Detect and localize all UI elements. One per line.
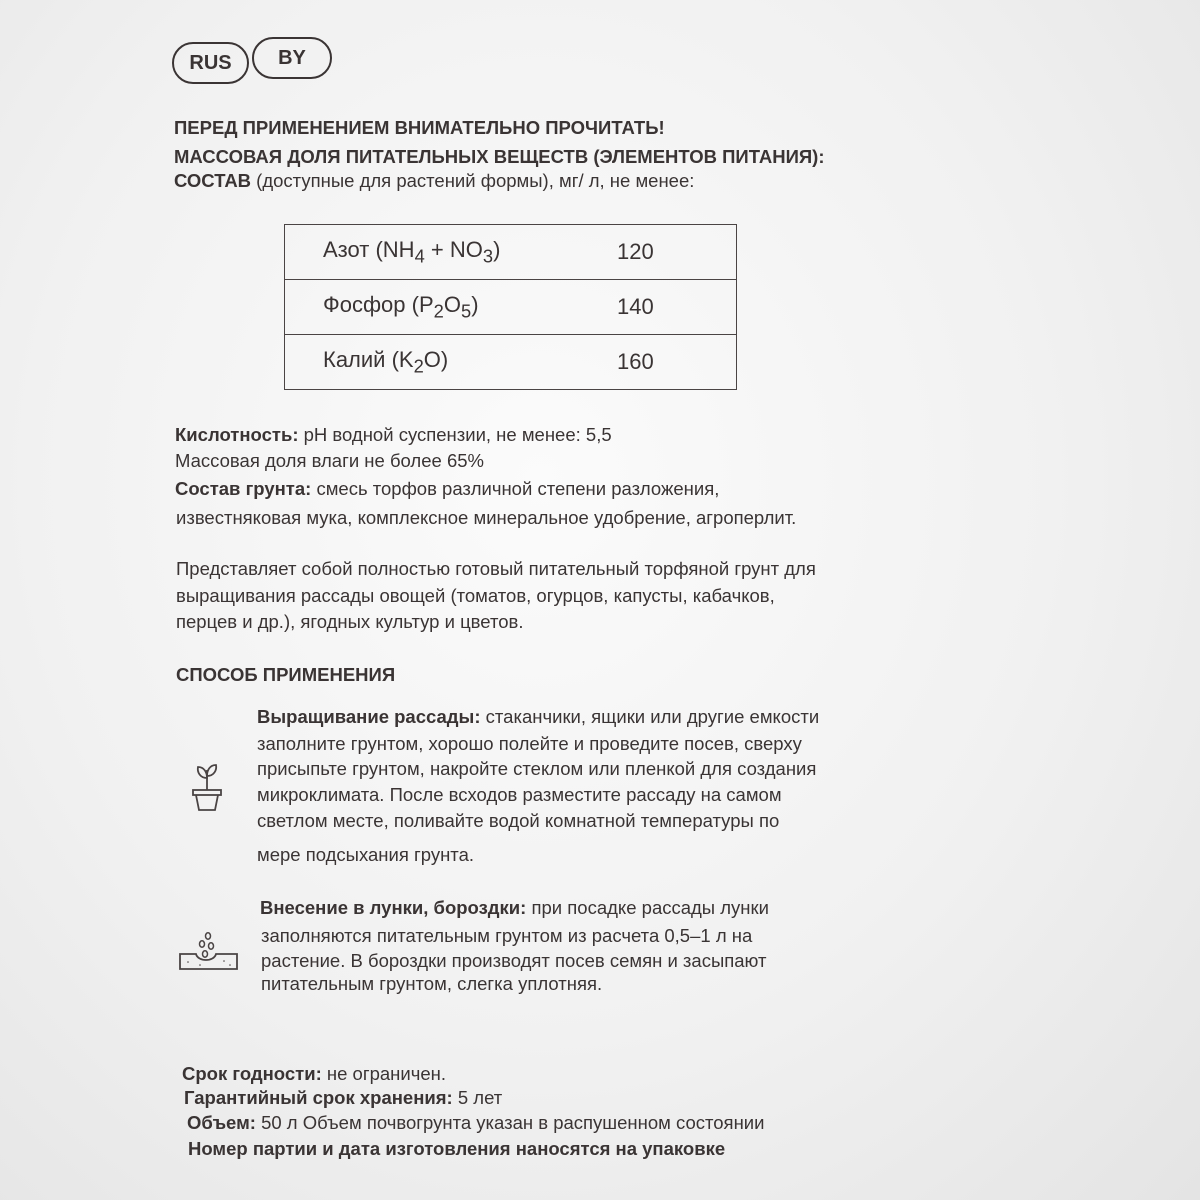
soil-composition-line xyxy=(175,476,719,502)
composition-note: (доступные для растений формы), мг/ л, не менее: xyxy=(251,170,695,191)
description-line: выращивания рассады овощей (томатов, огурцов, капусты, кабачков, xyxy=(176,585,775,606)
badge-rus-label: RUS xyxy=(189,51,232,74)
holes-line: растение. В бороздки производят посев семян и засыпают xyxy=(261,950,767,971)
table-row xyxy=(285,280,737,335)
nutrient-name: Фосфор $(P_2O_5)$ xyxy=(285,280,618,335)
moisture-line: Массовая доля влаги не более 65% xyxy=(175,450,484,471)
soil-composition-line-2: известняковая мука, комплексное минеральное удобрение, агроперлит. xyxy=(176,507,797,528)
seedlings-label: Выращивание рассады: xyxy=(257,706,481,727)
nutrient-table xyxy=(284,224,737,390)
holes-line: заполняются питательным грунтом из расчета 0,5–1 л на xyxy=(261,925,753,946)
badge-rus xyxy=(172,42,249,84)
seedlings-line: присыпьте грунтом, накройте стеклом или пленкой для создания xyxy=(257,758,817,779)
description-line: перцев и др.), ягодных культур и цветов. xyxy=(176,611,524,632)
shelf-life-label: Срок годности: xyxy=(182,1063,322,1084)
nutrient-value: 160 xyxy=(617,349,654,374)
seedlings-line: микроклимата. После всходов разместите рассаду на самом xyxy=(257,784,782,805)
soil-seeds-icon xyxy=(178,930,240,974)
shelf-life-line xyxy=(182,1061,446,1087)
holes-line: Внесение в лунки, бороздки: при посадке рассады лунки xyxy=(260,897,769,918)
batch-line: Номер партии и дата изготовления наносятся на упаковке xyxy=(188,1138,726,1159)
volume-label: Объем: xyxy=(187,1112,256,1133)
seedlings-line: светлом месте, поливайте водой комнатной температуры по xyxy=(257,810,780,831)
storage-value: 5 лет xyxy=(452,1087,503,1108)
soil-label: Состав грунта: xyxy=(175,478,312,499)
volume-value: 50 л Объем почвогрунта указан в распушенном состоянии xyxy=(255,1112,765,1133)
plant-pot-icon xyxy=(188,760,226,814)
badge-by xyxy=(252,37,332,79)
table-row xyxy=(285,335,737,390)
warning-heading: ПЕРЕД ПРИМЕНЕНИЕМ ВНИМАТЕЛЬНО ПРОЧИТАТЬ! xyxy=(174,117,665,138)
soil-value: смесь торфов различной степени разложения, xyxy=(311,478,720,499)
volume-line xyxy=(187,1110,764,1136)
composition-label: СОСТАВ xyxy=(174,170,252,191)
description-line: Представляет собой полностью готовый питательный торфяной грунт для xyxy=(176,558,816,579)
acidity-line xyxy=(175,422,612,448)
usage-heading: СПОСОБ ПРИМЕНЕНИЯ xyxy=(176,664,396,685)
shelf-life-value: не ограничен. xyxy=(321,1063,446,1084)
acidity-value: pH водной суспензии, не менее: 5,5 xyxy=(298,424,612,445)
seedlings-line: Выращивание рассады: стаканчики, ящики или другие емкости xyxy=(257,706,820,727)
seedlings-line: заполните грунтом, хорошо полейте и проведите посев, сверху xyxy=(257,733,802,754)
table-row xyxy=(285,225,737,280)
nutrient-name: Калий $(K_2O)$ xyxy=(323,346,449,377)
nutrient-value: 140 xyxy=(617,280,737,335)
nutrients-heading: МАССОВАЯ ДОЛЯ ПИТАТЕЛЬНЫХ ВЕЩЕСТВ (ЭЛЕМЕНТОВ ПИТАНИЯ): xyxy=(174,146,825,167)
acidity-label: Кислотность: xyxy=(175,424,299,445)
nutrient-value: 120 xyxy=(617,225,737,280)
holes-line: питательным грунтом, слегка уплотняя. xyxy=(261,973,603,994)
composition-heading xyxy=(174,168,694,194)
nutrient-name: Азот $(NH_4 + NO_3)$ xyxy=(285,225,618,280)
badge-by-label: BY xyxy=(278,46,306,69)
storage-label: Гарантийный срок хранения: xyxy=(184,1087,453,1108)
holes-label: Внесение в лунки, бороздки: xyxy=(260,897,527,918)
storage-line xyxy=(184,1085,502,1111)
seedlings-line: мере подсыхания грунта. xyxy=(257,844,474,865)
